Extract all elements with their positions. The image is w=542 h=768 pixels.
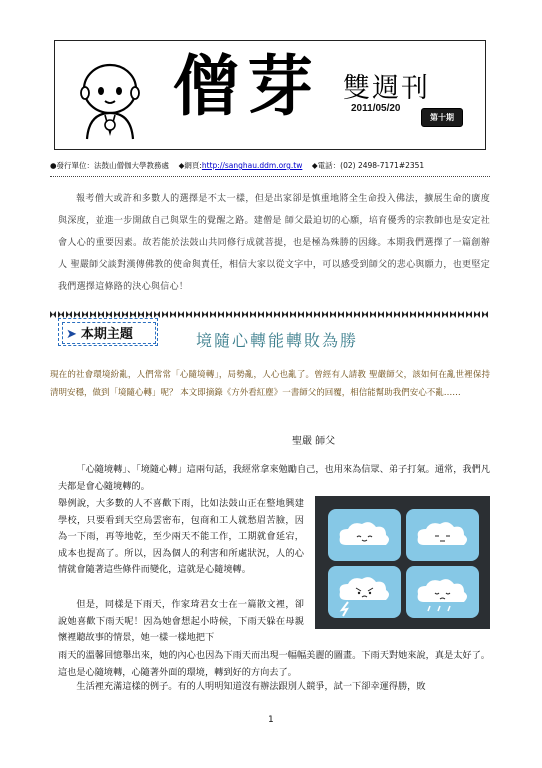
separator-bowtie xyxy=(450,311,456,318)
separator-bowtie xyxy=(482,311,488,318)
separator-bowtie xyxy=(474,311,480,318)
separator-bowtie xyxy=(458,311,464,318)
separator-bowtie xyxy=(242,311,248,318)
phone-text: ◆電話：(02) 2498-7171#2351 xyxy=(311,161,425,170)
separator-bowtie xyxy=(266,311,272,318)
masthead xyxy=(54,40,486,150)
separator-bowtie xyxy=(434,311,440,318)
separator-bowtie xyxy=(314,311,320,318)
separator-bowtie xyxy=(290,311,296,318)
separator-bowtie xyxy=(386,311,392,318)
body-paragraph: 雨天的溫馨回憶舉出來，她的內心也因為下雨天而出現一幅幅美麗的圖畫。下雨天對她來說，真是太好了。這也是心隨境轉，心隨著外面的環境，轉到好的方向去了。 xyxy=(58,650,490,678)
newsletter-subtitle: 雙週刊 xyxy=(343,73,430,104)
issue-badge: 第十期 xyxy=(421,108,463,127)
separator-bowtie xyxy=(162,311,168,318)
separator-bowtie xyxy=(370,311,376,318)
article-title: 境隨心轉能轉敗為勝 xyxy=(196,331,359,350)
separator-bowtie xyxy=(114,311,120,318)
separator-bowtie xyxy=(146,311,152,318)
separator-bowtie xyxy=(194,311,200,318)
separator-bowtie xyxy=(410,311,416,318)
separator-bowtie xyxy=(322,311,328,318)
separator-bowtie xyxy=(202,311,208,318)
intro-paragraph: 報考僧大或許和多數人的選擇是不太一樣，但是出家卻是慎重地將全生命投入佛法，擴展生命的廣度與深度，並進一步開啟自己與眾生的覺醒之路。建僧是 師父最迫切的心願，培育優秀的宗教師也是安定社會人心的重要因素。故若能於法鼓山共同修行成就菩提，也是極為殊勝的因緣。本期我們選擇了一篇創辦人 聖嚴師父談對漢傳佛教的使命與責任，相信大家以從文字中，可以感受到師父的悲心與願力，也更堅定我們選擇這條路的決心與信心！ xyxy=(58,194,490,292)
article-lead: 現在的社會環境紛亂，人們常常「心隨境轉」，局勢亂，人心也亂了。曾經有人請教 聖嚴師父，該如何在亂世裡保持清明安穩，做到「境隨心轉」呢？ 本文即摘錄《方外看紅塵》一書師父的回覆，相信能幫助我們安心不亂…… xyxy=(50,370,490,398)
separator-bowtie xyxy=(138,311,144,318)
body-paragraph: 生活裡充滿這樣的例子。有的人明明知道沒有辦法跟別人競爭，試一下卻幸運得勝，敗 xyxy=(76,681,426,692)
separator-bowtie xyxy=(122,311,128,318)
separator-bowtie xyxy=(258,311,264,318)
page-number: 1 xyxy=(268,715,274,725)
separator-bowtie xyxy=(186,311,192,318)
separator-bowtie xyxy=(234,311,240,318)
body-paragraph: 「心隨境轉」、「境隨心轉」這兩句話，我經常拿來勉勵自己，也用來為信眾、弟子打氣。通常，我們凡夫都是會心隨境轉的。 xyxy=(58,464,490,492)
theme-label xyxy=(66,323,133,342)
separator-bowtie xyxy=(346,311,352,318)
separator-bowtie xyxy=(306,311,312,318)
separator-bowtie xyxy=(154,311,160,318)
separator-bowtie xyxy=(330,311,336,318)
website-link[interactable]: http://sanghau.ddm.org.tw xyxy=(201,161,303,170)
publisher-info-line xyxy=(50,160,424,171)
separator-bowtie xyxy=(90,311,96,318)
happy-cloud-icon xyxy=(328,509,401,561)
separator-bowtie xyxy=(338,311,344,318)
theme-label-text: 本期主題 xyxy=(80,327,133,342)
crying-cloud-icon xyxy=(406,566,479,618)
weather-clouds-illustration xyxy=(315,496,490,629)
publisher-text: ●發行單位：法鼓山僧伽大學教務處 xyxy=(50,161,170,170)
sleepy-cloud-icon xyxy=(406,509,479,561)
separator-bowtie xyxy=(298,311,304,318)
separator-bowtie xyxy=(178,311,184,318)
separator-bowtie xyxy=(426,311,432,318)
body-paragraph: 但是，同樣是下雨天，作家琦君女士在一篇散文裡，卻說她喜歡下雨天呢！因為她會想起小時候，下雨天躲在母親懷裡聽故事的情景，她一樣一樣地把下 xyxy=(58,599,304,643)
separator-bowtie xyxy=(402,311,408,318)
separator-bowtie xyxy=(66,311,72,318)
separator-bowtie xyxy=(354,311,360,318)
separator-bowtie xyxy=(226,311,232,318)
separator-bowtie xyxy=(378,311,384,318)
monk-avatar-icon xyxy=(65,51,155,141)
separator-bowtie xyxy=(82,311,88,318)
body-paragraph: 舉例說，大多數的人不喜歡下雨，比如法鼓山正在整地興建學校，只要看到天空烏雲密布，包商和工人就愁眉苦臉，因為一下雨，再等地乾，至少兩天不能工作，工期就會延宕，成本也提高了。所以，因為個人的利害和所處狀況，人的心情就會隨著這些條件而變化，這就是心隨境轉。 xyxy=(58,498,304,575)
arrow-right-icon: ➤ xyxy=(66,327,77,342)
separator-bowtie xyxy=(130,311,136,318)
separator-bowtie xyxy=(466,311,472,318)
separator-bowtie xyxy=(74,311,80,318)
website-label: ◆網頁: xyxy=(178,161,202,170)
separator-bowtie xyxy=(250,311,256,318)
separator-bowtie xyxy=(282,311,288,318)
separator-bowtie xyxy=(394,311,400,318)
separator-bowtie xyxy=(418,311,424,318)
article-author: 聖嚴 師父 xyxy=(292,436,336,447)
divider xyxy=(50,176,490,177)
separator-bowtie xyxy=(50,311,56,318)
separator-bowtie xyxy=(98,311,104,318)
separator-bowtie xyxy=(58,311,64,318)
separator-bowtie xyxy=(274,311,280,318)
newsletter-title: 僧芽 xyxy=(173,47,321,125)
separator-bowtie xyxy=(106,311,112,318)
storm-cloud-icon xyxy=(328,566,401,618)
issue-date: 2011/05/20 xyxy=(351,103,401,114)
separator-bowtie xyxy=(442,311,448,318)
separator-bowtie xyxy=(218,311,224,318)
separator-bowtie xyxy=(210,311,216,318)
separator-bowtie xyxy=(362,311,368,318)
separator-bowtie xyxy=(170,311,176,318)
